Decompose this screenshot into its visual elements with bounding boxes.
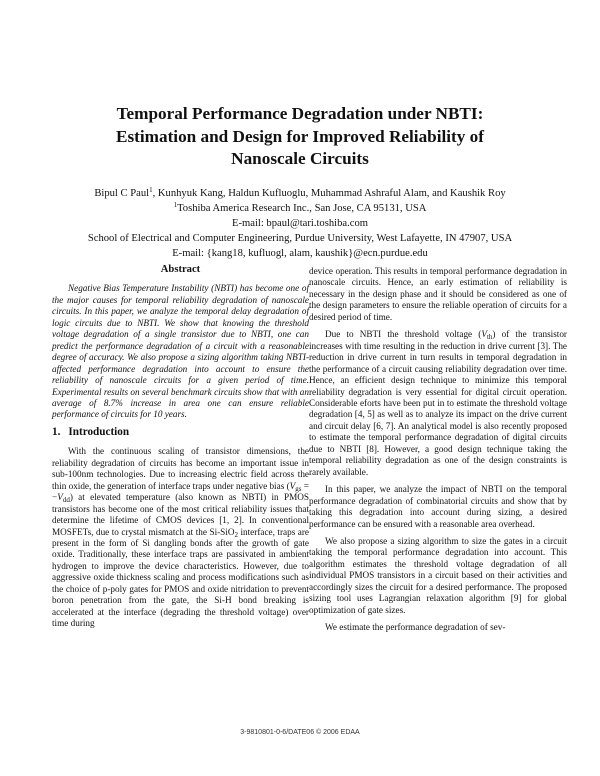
author-block — [20, 186, 580, 261]
intro-p1-c: interface, traps are present in the form of Si dangling bonds after the growth of gate oxide. Traditionally, these interface traps are passivated in ambient hydrogen to improve the device characteristics. However, due to aggressive oxide thickness scaling and process modifications such as the choice of p-poly gates for PMOS and oxide nitridation to prevent boron penetration from the gate, the Si-H bond breaking is accelerated at the interface (degrading the threshold voltage) over time during — [52, 526, 309, 629]
left-column — [52, 264, 309, 636]
email-2: E-mail: {kang18, kufluogl, alam, kaushik}@ecn.purdue.edu — [172, 248, 428, 259]
sio2-subscript: 2 — [234, 530, 238, 539]
copyright-footer: 3-9810801-0-6/DATE06 © 2006 EDAA — [240, 729, 360, 736]
equals-sign: = − — [52, 480, 309, 503]
email-1: E-mail: bpaul@tari.toshiba.com — [232, 218, 368, 229]
vth-symbol: V — [481, 329, 487, 340]
author-first: Bipul C Paul — [94, 188, 150, 199]
paragraph-estimate: We estimate the performance degradation of sev- — [325, 622, 506, 633]
section-number: 1. — [52, 425, 61, 438]
section-title: Introduction — [68, 425, 130, 438]
vgs-symbol: V — [289, 480, 296, 491]
author-rest: , Kunhyuk Kang, Haldun Kufluoglu, Muhammad Ashraful Alam, and Kaushik Roy — [152, 188, 506, 199]
affiliation-2: School of Electrical and Computer Engineering, Purdue University, West Lafayette, IN 47907, USA — [87, 233, 513, 244]
author-first-sup: 1 — [149, 186, 153, 194]
paragraph-nbti-vth — [309, 329, 567, 478]
title-line-2: Estimation and Design for Improved Reliability of — [116, 126, 484, 146]
title-line-1: Temporal Performance Degradation under NBTI: — [116, 104, 484, 123]
paragraph-this-paper: In this paper, we analyze the impact of NBTI on the temporal performance degradation of combinatorial circuits and show that by taking this degradation into account during sizing, a desired performance can be ensured with a reasonable area overhead. — [309, 484, 567, 529]
author-names — [20, 186, 580, 201]
vdd-subscript: dd — [62, 496, 70, 505]
p2-a: Due to NBTI the threshold voltage ( — [325, 329, 482, 340]
vgs-subscript: gs — [295, 484, 302, 493]
section-heading-introduction — [52, 427, 309, 438]
affiliation-1-sup: 1 — [173, 201, 178, 209]
title-line-3: Nanoscale Circuits — [231, 149, 369, 168]
intro-p1-a: With the continuous scaling of transistor dimensions, the reliability degradation of circuits has become an important issue in sub-100nm technologies. Due to increasing electric field across the thin oxide, the generation of interface traps under negative bias ( — [52, 446, 309, 491]
right-column — [309, 266, 567, 640]
vth-subscript: th — [486, 333, 493, 342]
paragraph-continued: device operation. This results in temporal performance degradation in nanoscale circuits. Hence, an early estimation of reliability is necessary in the design phase and it should be considered as one of the design parameters to ensure the reliable operation of circuits for a desired period of time. — [309, 266, 567, 322]
vdd-symbol: V — [57, 492, 63, 503]
intro-p1-b: ) at elevated temperature (also known as NBTI) in PMOS transistors has become one of the most critical reliability issues that determine the lifetime of CMOS devices [1, 2]. In conventional MOSFETs, due to crystal mismatch at the Si-SiO — [52, 492, 309, 537]
intro-paragraph-1 — [52, 446, 309, 629]
p2-b: ) of the transistor increases with time resulting in the reduction in drive current [3]. The reduction in drive current in turn results in temporal degradation in the performance of a circuit causing reliability degradation over time. Hence, an efficient design technique to minimize this temporal reliability degradation is very essential for digital circuit operation. Considerable eforts have been put in to estimate the threshold voltage degradation [4, 5] as well as to analyze its impact on the drive current and circuit delay [6, 7]. An analytical model is also recently proposed to estimate the temporal performance degradation of digital circuits due to NBTI [8]. However, a good design technique taking the temporal reliability degradation as one of the design constraints is rarely available. — [309, 329, 567, 477]
abstract-text: Negative Bias Temperature Instability (NBTI) has become one of the major causes for temporal reliability degradation of nanoscale circuits. In this paper, we analyze the temporal delay degradation of logic circuits due to NBTI. We show that knowing the threshold voltage degradation of a single transistor due to NBTI, one can predict the performance degradation of a circuit with a reasonable degree of accuracy. We also propose a sizing algorithm taking NBTI-affected performance degradation into account to ensure the reliability of nanoscale circuits for a given period of time. Experimental results on several benchmark circuits show that with an average of 8.7% increase in area one can ensure reliable performance of circuits for 10 years. — [52, 283, 309, 420]
abstract-heading: Abstract — [160, 264, 201, 275]
affiliation-1-text: Toshiba America Research Inc., San Jose, CA 95131, USA — [177, 203, 427, 214]
paper-title — [40, 103, 560, 171]
affiliation-1 — [20, 201, 580, 216]
paragraph-sizing-algorithm: We also propose a sizing algorithm to size the gates in a circuit taking the temporal performance degradation into account. This algorithm estimates the threshold voltage degradation of all individual PMOS transistors in a circuit based on their activities and accordingly sizes the circuit for a desired performance. The proposed sizing tool uses Lagrangian relaxation algorithm [9] for global optimization of gate sizes. — [309, 535, 567, 615]
